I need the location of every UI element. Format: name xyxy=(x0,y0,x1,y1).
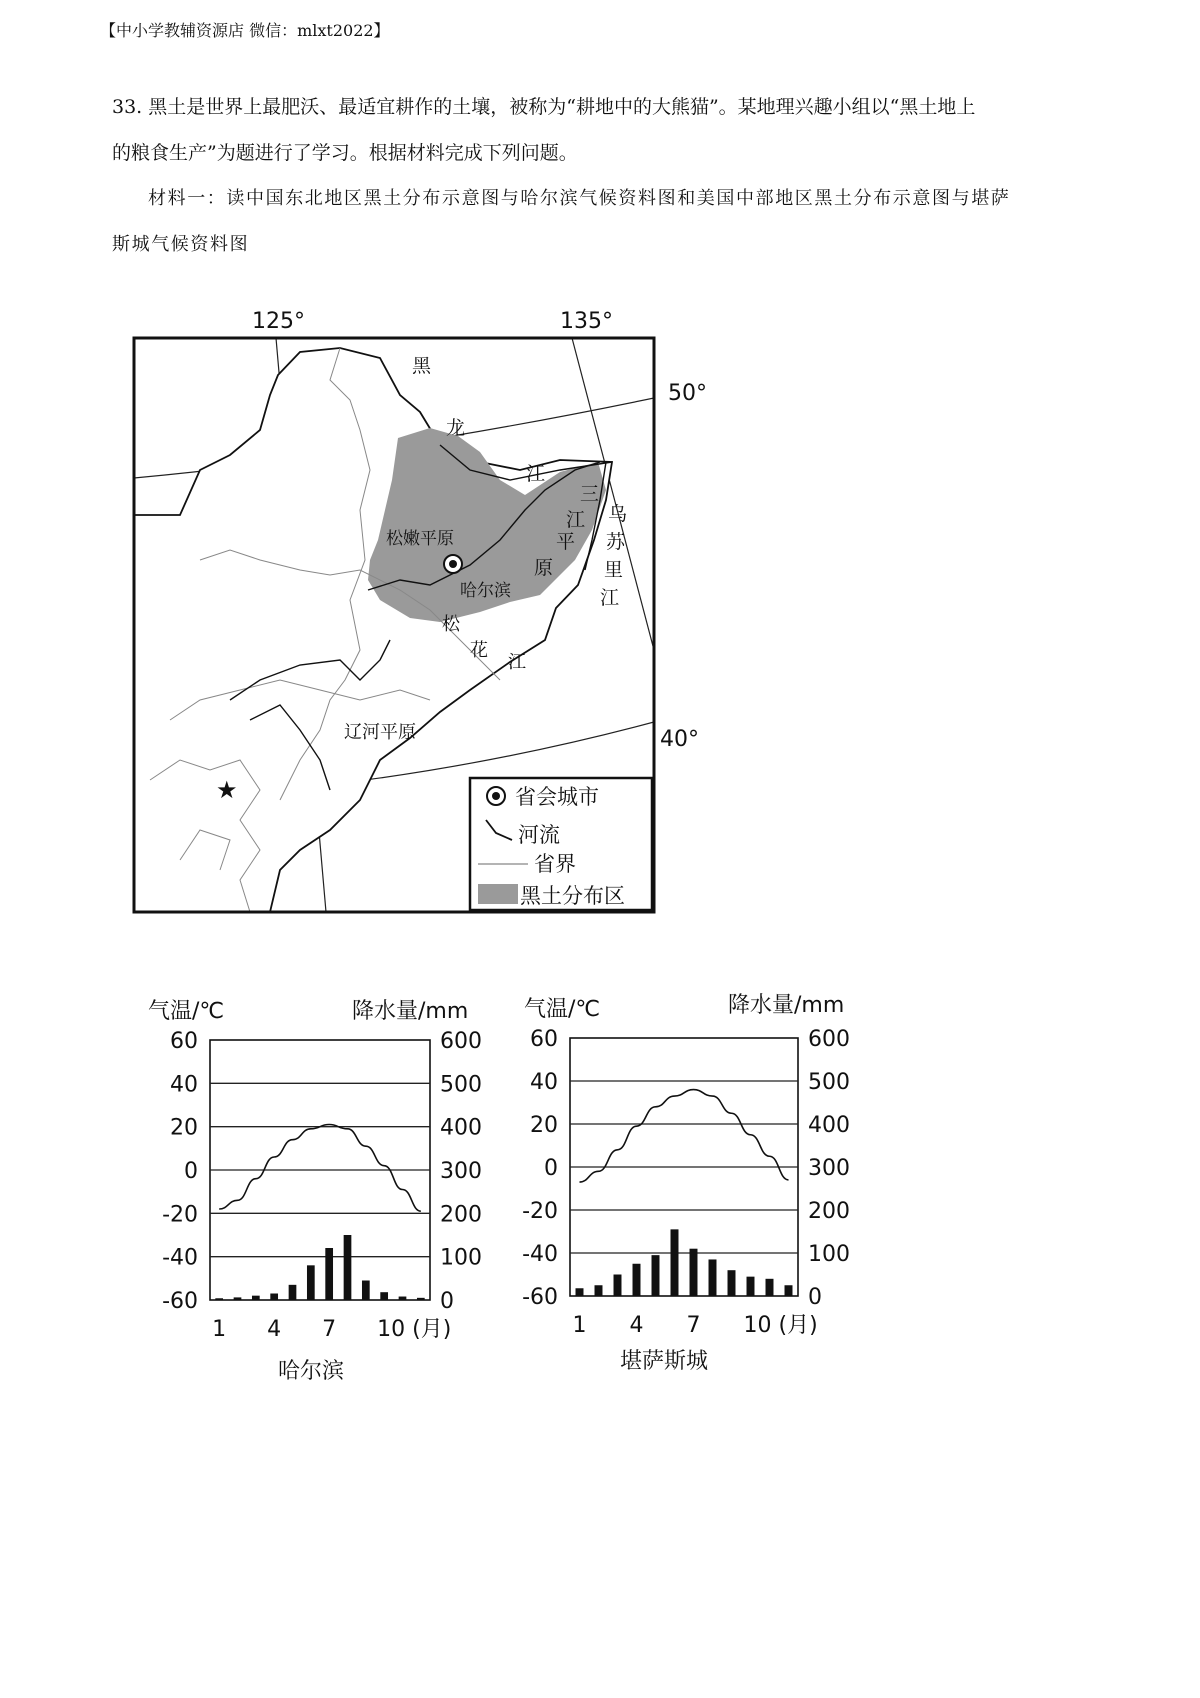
chart1-precip-tick-label: 400 xyxy=(808,1113,850,1138)
label-song: 松 xyxy=(442,614,460,635)
chart0-precip-bar xyxy=(234,1297,242,1300)
label-sh-jiang: 江 xyxy=(508,652,526,673)
chart1-precip-bar xyxy=(595,1285,603,1296)
chart0-temp-tick-label: -60 xyxy=(162,1289,198,1314)
chart0-precip-bar xyxy=(362,1281,370,1301)
chart0-month-tick-label: 10 (月) xyxy=(377,1317,452,1342)
chart1-month-tick-label: 7 xyxy=(686,1313,701,1338)
chart1-precip-bar xyxy=(690,1249,698,1296)
label-songnen-plain: 松嫩平原 xyxy=(386,529,454,549)
chart0-month-tick-label: 4 xyxy=(267,1317,282,1342)
map-legend xyxy=(470,778,652,910)
chart1-precip-bar xyxy=(709,1259,717,1296)
chart1-precip-bar xyxy=(576,1288,584,1296)
chart0-precip-bar xyxy=(289,1285,297,1300)
harbin-climate-chart xyxy=(148,999,482,1384)
page-header: 【中小学教辅资源店 微信：mlxt2022】 xyxy=(100,21,390,40)
harbin-capital-icon xyxy=(444,555,462,573)
lon-label-125: 125° xyxy=(252,309,305,334)
chart0-temperature-line xyxy=(219,1125,421,1212)
question-line-1: 33. 黑土是世界上最肥沃、最适宜耕作的土壤，被称为“耕地中的大熊猫”。某地理兴趣小组以“黑土地上 xyxy=(112,96,976,118)
chart1-temp-tick-label: 20 xyxy=(530,1113,558,1138)
chart1-month-tick-label: 10 (月) xyxy=(743,1313,818,1338)
chart1-precip-tick-label: 0 xyxy=(808,1285,822,1310)
chart0-precip-bar xyxy=(252,1296,260,1300)
chart0-precip-bar xyxy=(380,1292,388,1300)
chart0-temp-tick-label: 0 xyxy=(184,1159,198,1184)
chart0-precip-tick-label: 0 xyxy=(440,1289,454,1314)
label-hei: 黑 xyxy=(412,355,432,377)
chart1-temp-tick-label: -60 xyxy=(522,1285,558,1310)
chart1-precip-bar xyxy=(633,1264,641,1296)
chart1-temp-tick-label: -40 xyxy=(522,1242,558,1267)
chart0-precip-bar xyxy=(417,1298,425,1300)
beijing-star-icon: ★ xyxy=(216,776,238,804)
label-yuan: 原 xyxy=(534,557,554,579)
material-line-1: 材料一：读中国东北地区黑土分布示意图与哈尔滨气候资料图和美国中部地区黑土分布示意图与堪萨 xyxy=(148,188,1011,209)
chart1-precip-tick-label: 100 xyxy=(808,1242,850,1267)
chart1-precip-bar xyxy=(766,1279,774,1296)
chart0-precip-bar xyxy=(344,1235,352,1300)
label-san: 三 xyxy=(580,483,600,505)
northeast-china-map xyxy=(134,309,707,912)
harbin-precip-axis-label: 降水量/mm xyxy=(352,999,469,1024)
label-ping: 平 xyxy=(556,531,576,553)
chart0-precip-tick-label: 600 xyxy=(440,1029,482,1054)
legend-capital-label: 省会城市 xyxy=(515,785,599,809)
chart1-temperature-line xyxy=(580,1090,789,1182)
chart1-temp-tick-label: 40 xyxy=(530,1070,558,1095)
chart1-precip-bar xyxy=(614,1275,622,1297)
label-su: 苏 xyxy=(606,531,626,553)
chart0-temp-tick-label: 60 xyxy=(170,1029,198,1054)
chart0-precip-tick-label: 300 xyxy=(440,1159,482,1184)
label-long: 龙 xyxy=(446,417,466,439)
label-jiang: 江 xyxy=(526,463,546,485)
legend-border-label: 省界 xyxy=(534,852,576,876)
chart1-precip-tick-label: 300 xyxy=(808,1156,850,1181)
question-line-2: 的粮食生产”为题进行了学习。根据材料完成下列问题。 xyxy=(112,142,578,164)
chart0-precip-tick-label: 500 xyxy=(440,1072,482,1098)
chart0-temp-tick-label: -20 xyxy=(162,1202,198,1228)
chart1-precip-bar xyxy=(671,1229,679,1296)
chart0-month-tick-label: 7 xyxy=(322,1317,337,1342)
chart1-precip-bar xyxy=(747,1277,755,1296)
chart1-precip-tick-label: 500 xyxy=(808,1070,850,1095)
chart1-month-tick-label: 1 xyxy=(572,1313,587,1338)
label-wu: 乌 xyxy=(608,503,628,525)
chart1-precip-bar xyxy=(652,1255,660,1296)
material-line-2: 斯城气候资料图 xyxy=(112,234,250,255)
label-wsl-jiang: 江 xyxy=(600,587,620,609)
harbin-temp-axis-label: 气温/℃ xyxy=(148,999,225,1024)
lon-label-135: 135° xyxy=(560,309,613,334)
legend-black-soil-label: 黑土分布区 xyxy=(520,884,625,908)
label-li: 里 xyxy=(604,559,624,581)
chart1-precip-bar xyxy=(728,1270,736,1296)
chart1-precip-bar xyxy=(785,1285,793,1296)
legend-capital-icon xyxy=(487,787,505,805)
legend-black-soil-swatch xyxy=(478,884,518,904)
legend-river-label: 河流 xyxy=(518,823,560,847)
lat-label-50: 50° xyxy=(668,381,707,406)
chart1-precip-tick-label: 600 xyxy=(808,1027,850,1052)
chart1-precip-tick-label: 200 xyxy=(808,1199,850,1224)
kansas-precip-axis-label: 降水量/mm xyxy=(728,993,845,1018)
kansas-city-climate-chart xyxy=(522,993,850,1374)
chart1-temp-tick-label: 0 xyxy=(544,1156,558,1181)
kansas-temp-axis-label: 气温/℃ xyxy=(524,997,601,1022)
label-sj-jiang: 江 xyxy=(566,509,586,531)
chart1-month-tick-label: 4 xyxy=(629,1313,644,1338)
chart0-temp-tick-label: 20 xyxy=(170,1115,198,1141)
chart0-temp-tick-label: 40 xyxy=(170,1072,198,1098)
label-harbin: 哈尔滨 xyxy=(460,581,511,601)
chart0-precip-bar xyxy=(399,1297,407,1300)
chart0-precip-tick-label: 400 xyxy=(440,1115,482,1141)
label-liaohe-plain: 辽河平原 xyxy=(344,722,416,743)
harbin-chart-title: 哈尔滨 xyxy=(278,1359,345,1384)
chart1-temp-tick-label: 60 xyxy=(530,1027,558,1052)
lat-label-40: 40° xyxy=(660,727,699,752)
chart0-precip-tick-label: 200 xyxy=(440,1202,482,1228)
chart0-precip-bar xyxy=(215,1298,223,1300)
chart0-month-tick-label: 1 xyxy=(212,1317,227,1342)
kansas-chart-title: 堪萨斯城 xyxy=(620,1349,709,1374)
chart0-precip-bar xyxy=(270,1294,278,1301)
label-hua: 花 xyxy=(470,640,488,661)
chart0-precip-tick-label: 100 xyxy=(440,1245,482,1271)
chart0-temp-tick-label: -40 xyxy=(162,1245,198,1271)
chart0-precip-bar xyxy=(307,1265,315,1300)
chart1-temp-tick-label: -20 xyxy=(522,1199,558,1224)
chart0-precip-bar xyxy=(325,1248,333,1300)
